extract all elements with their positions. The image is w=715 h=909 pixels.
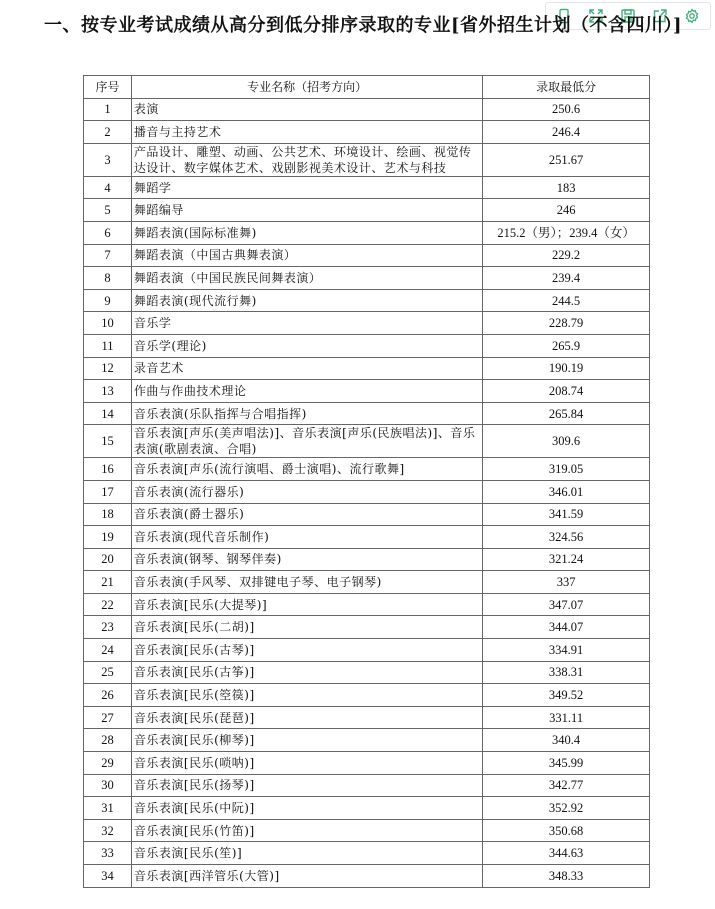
table-row [84,244,650,267]
row-major-name: 音乐学 [131,312,482,335]
row-major-name: 音乐表演(乐队指挥与合唱指挥) [131,402,482,425]
table-row [84,199,650,222]
row-major-name: 音乐学(理论) [131,334,482,357]
row-major-name: 音乐表演[民乐(琵琶)] [131,706,482,729]
row-serial-number: 24 [84,639,132,662]
row-min-score: 190.19 [483,357,650,380]
row-serial-number: 11 [84,334,132,357]
table-row [84,458,650,481]
row-serial-number: 25 [84,661,132,684]
row-serial-number: 13 [84,380,132,403]
row-major-name: 音乐表演[民乐(笙)] [131,842,482,865]
row-serial-number: 30 [84,774,132,797]
row-major-name: 音乐表演[民乐(竹笛)] [131,819,482,842]
row-serial-number: 26 [84,684,132,707]
row-major-name: 音乐表演[声乐(流行演唱、爵士演唱)、流行歌舞] [131,458,482,481]
table-row [84,593,650,616]
table-header-row [84,76,650,99]
row-min-score: 309.6 [483,425,650,458]
row-major-name: 音乐表演[民乐(中阮)] [131,797,482,820]
table-row [84,616,650,639]
row-min-score: 344.07 [483,616,650,639]
table-row [84,503,650,526]
row-serial-number: 33 [84,842,132,865]
row-min-score: 341.59 [483,503,650,526]
row-serial-number: 20 [84,548,132,571]
table-row [84,143,650,176]
row-serial-number: 1 [84,98,132,121]
row-serial-number: 2 [84,121,132,144]
row-min-score: 350.68 [483,819,650,842]
row-min-score: 347.07 [483,593,650,616]
row-major-name: 音乐表演[声乐(美声唱法)]、音乐表演[声乐(民族唱法)]、音乐表演(歌剧表演、合唱) [131,425,482,458]
table-row [84,312,650,335]
table-row [84,865,650,888]
table-row [84,797,650,820]
row-min-score: 352.92 [483,797,650,820]
table-row [84,706,650,729]
row-major-name: 舞蹈表演(国际标准舞) [131,221,482,244]
table-row [84,842,650,865]
row-min-score: 331.11 [483,706,650,729]
row-serial-number: 19 [84,526,132,549]
row-major-name: 音乐表演[民乐(柳琴)] [131,729,482,752]
row-major-name: 表演 [131,98,482,121]
row-serial-number: 29 [84,752,132,775]
row-serial-number: 27 [84,706,132,729]
row-min-score: 344.63 [483,842,650,865]
row-min-score: 244.5 [483,289,650,312]
row-major-name: 音乐表演(手风琴、双排键电子琴、电子钢琴) [131,571,482,594]
row-serial-number: 16 [84,458,132,481]
row-min-score: 208.74 [483,380,650,403]
table-row [84,289,650,312]
row-serial-number: 5 [84,199,132,222]
row-min-score: 246.4 [483,121,650,144]
table-row [84,774,650,797]
table-row [84,684,650,707]
row-min-score: 265.84 [483,402,650,425]
table-row [84,98,650,121]
table-row [84,571,650,594]
row-min-score: 345.99 [483,752,650,775]
row-min-score: 265.9 [483,334,650,357]
row-serial-number: 15 [84,425,132,458]
row-major-name: 音乐表演[民乐(扬琴)] [131,774,482,797]
table-row [84,357,650,380]
row-min-score: 340.4 [483,729,650,752]
row-min-score: 229.2 [483,244,650,267]
table-row [84,176,650,199]
row-min-score: 215.2（男）；239.4（女） [483,221,650,244]
row-min-score: 324.56 [483,526,650,549]
row-min-score: 321.24 [483,548,650,571]
table-row [84,221,650,244]
row-serial-number: 9 [84,289,132,312]
table-row [84,425,650,458]
table-row [84,334,650,357]
row-min-score: 251.67 [483,143,650,176]
table-row [84,402,650,425]
row-min-score: 183 [483,176,650,199]
row-serial-number: 6 [84,221,132,244]
table-row [84,480,650,503]
row-major-name: 音乐表演[民乐(箜篌)] [131,684,482,707]
row-major-name: 音乐表演(现代音乐制作) [131,526,482,549]
table-row [84,639,650,662]
row-serial-number: 17 [84,480,132,503]
row-serial-number: 7 [84,244,132,267]
table-row [84,267,650,290]
row-min-score: 342.77 [483,774,650,797]
table-row [84,526,650,549]
row-serial-number: 32 [84,819,132,842]
row-serial-number: 4 [84,176,132,199]
table-row [84,380,650,403]
row-major-name: 舞蹈学 [131,176,482,199]
row-major-name: 舞蹈表演（中国民族民间舞表演） [131,267,482,290]
row-serial-number: 18 [84,503,132,526]
row-min-score: 334.91 [483,639,650,662]
row-major-name: 舞蹈表演（中国古典舞表演） [131,244,482,267]
row-min-score: 246 [483,199,650,222]
row-min-score: 346.01 [483,480,650,503]
header-major-name: 专业名称（招考方向） [131,76,482,99]
row-major-name: 作曲与作曲技术理论 [131,380,482,403]
table-row [84,121,650,144]
row-serial-number: 34 [84,865,132,888]
row-major-name: 录音艺术 [131,357,482,380]
row-major-name: 舞蹈表演(现代流行舞) [131,289,482,312]
row-serial-number: 12 [84,357,132,380]
row-major-name: 音乐表演[民乐(古琴)] [131,639,482,662]
table-row [84,752,650,775]
row-major-name: 音乐表演(钢琴、钢琴伴奏) [131,548,482,571]
row-major-name: 音乐表演(爵士器乐) [131,503,482,526]
row-major-name: 音乐表演[民乐(唢呐)] [131,752,482,775]
admission-score-table [83,75,650,888]
row-serial-number: 31 [84,797,132,820]
header-serial-number: 序号 [84,76,132,99]
row-serial-number: 21 [84,571,132,594]
row-min-score: 348.33 [483,865,650,888]
row-serial-number: 28 [84,729,132,752]
row-major-name: 音乐表演[民乐(大提琴)] [131,593,482,616]
row-major-name: 舞蹈编导 [131,199,482,222]
row-major-name: 音乐表演[民乐(二胡)] [131,616,482,639]
table-row [84,548,650,571]
table-row [84,729,650,752]
row-min-score: 337 [483,571,650,594]
table-row [84,661,650,684]
row-major-name: 音乐表演[西洋管乐(大管)] [131,865,482,888]
row-min-score: 228.79 [483,312,650,335]
header-min-score: 录取最低分 [483,76,650,99]
row-serial-number: 22 [84,593,132,616]
table-row [84,819,650,842]
row-serial-number: 23 [84,616,132,639]
row-min-score: 349.52 [483,684,650,707]
row-serial-number: 3 [84,143,132,176]
row-major-name: 音乐表演[民乐(古筝)] [131,661,482,684]
page-title: 一、按专业考试成绩从高分到低分排序录取的专业[省外招生计划（不含四川）] [44,15,683,36]
row-min-score: 319.05 [483,458,650,481]
row-serial-number: 10 [84,312,132,335]
row-serial-number: 14 [84,402,132,425]
row-major-name: 播音与主持艺术 [131,121,482,144]
row-min-score: 250.6 [483,98,650,121]
row-major-name: 产品设计、雕塑、动画、公共艺术、环境设计、绘画、视觉传达设计、数字媒体艺术、戏剧影视美术设计、艺术与科技 [131,143,482,176]
row-min-score: 239.4 [483,267,650,290]
row-min-score: 338.31 [483,661,650,684]
row-serial-number: 8 [84,267,132,290]
row-major-name: 音乐表演(流行器乐) [131,480,482,503]
